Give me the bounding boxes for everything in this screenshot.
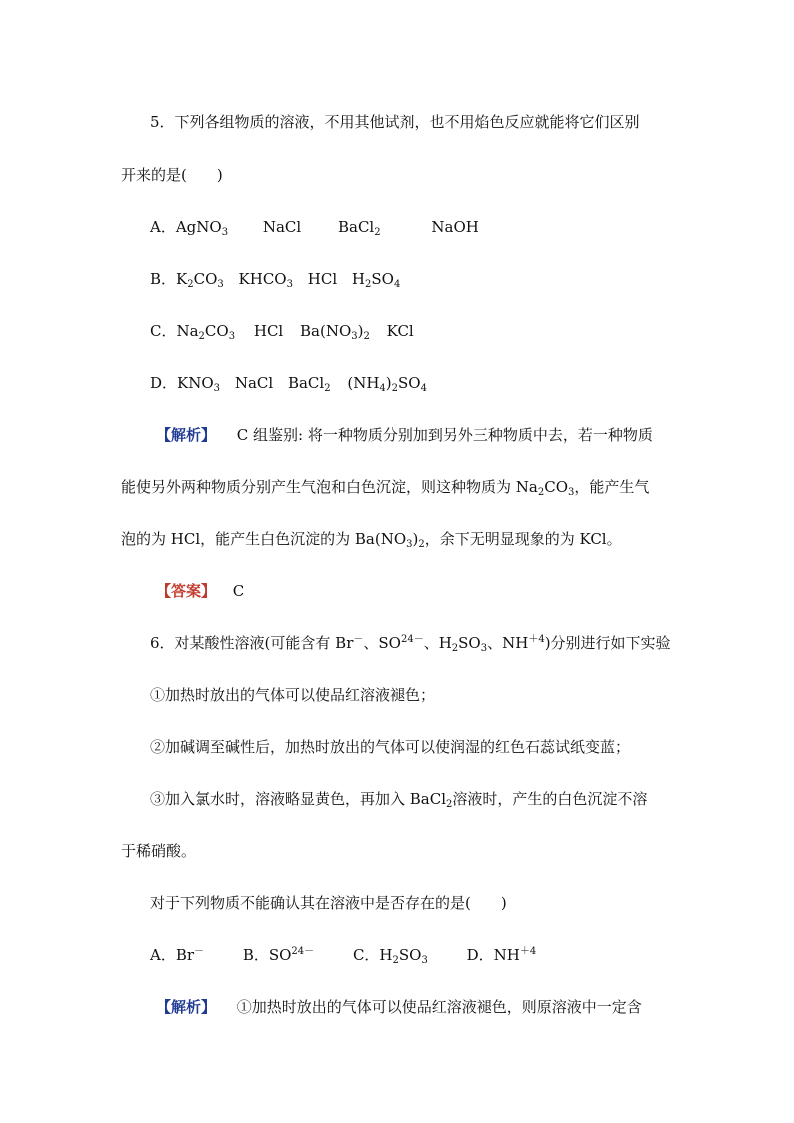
q5-option-d: D．$KNO_3$ NaCl BaCl$_2$ $(NH_4)_2SO_4$: [150, 374, 427, 394]
q5-option-a: A．AgNO$_3$ NaCl BaCl$_2$ NaOH: [150, 218, 479, 238]
analysis-tag: 【解析】: [156, 998, 217, 1016]
q5-analysis-line2: 能使另外两种物质分别产生气泡和白色沉淀，则这种物质为 $Na_2CO_3$，能产生气: [121, 478, 650, 498]
q6-stem-line1: 6．对某酸性溶液(可能含有 Br－、$SO^{24-}$、$H_2SO_3$、$NH^{+4}$)分别进行如下实验: [150, 634, 671, 654]
q6-options: [150, 944, 794, 966]
answer-tag: 【答案】: [156, 582, 217, 600]
q5-stem-line1: 5．下列各组物质的溶液，不用其他试剂，也不用焰色反应就能将它们区别: [150, 113, 640, 131]
q5-option-b: B．$K_2CO_3$ $KHCO_3$ HCl $H_2SO_4$: [150, 270, 401, 290]
q5-analysis-line1: 【解析】 C 组鉴别: 将一种物质分别加到另外三种物质中去，若一种物质: [156, 426, 653, 444]
q6-step-2: ②加碱调至碱性后，加热时放出的气体可以使润湿的红色石蕊试纸变蓝；: [150, 738, 631, 756]
q5-analysis-line3: 泡的为 HCl，能产生白色沉淀的为 $Ba(NO_3)_2$，余下无明显现象的为 KCl。: [121, 530, 622, 550]
q6-option-b: B．$SO^{24-}$: [242, 946, 315, 964]
q6-step-1: ①加热时放出的气体可以使品红溶液褪色；: [150, 686, 436, 704]
q6-step-3: ③加入氯水时，溶液略显黄色，再加入 BaCl$_2$溶液时，产生的白色沉淀不溶: [150, 790, 648, 810]
q6-step-3-cont: 于稀硝酸。: [121, 842, 197, 860]
q5-option-c: C．$Na_2CO_3$ HCl $Ba(NO_3)_2$ KCl: [150, 322, 414, 342]
q5-stem-line2: 开来的是( ): [121, 166, 223, 184]
q5-answer: 【答案】 C: [156, 582, 245, 600]
q6-option-a: A．Br－: [150, 946, 205, 964]
q6-question: 对于下列物质不能确认其在溶液中是否存在的是( ): [150, 894, 507, 912]
analysis-tag: 【解析】: [156, 426, 217, 444]
q6-option-d: D．$NH^{+4}$: [466, 946, 537, 964]
q6-analysis-line1: 【解析】 ①加热时放出的气体可以使品红溶液褪色，则原溶液中一定含: [156, 998, 642, 1016]
q6-option-c: C．$H_2SO_3$: [352, 946, 428, 966]
